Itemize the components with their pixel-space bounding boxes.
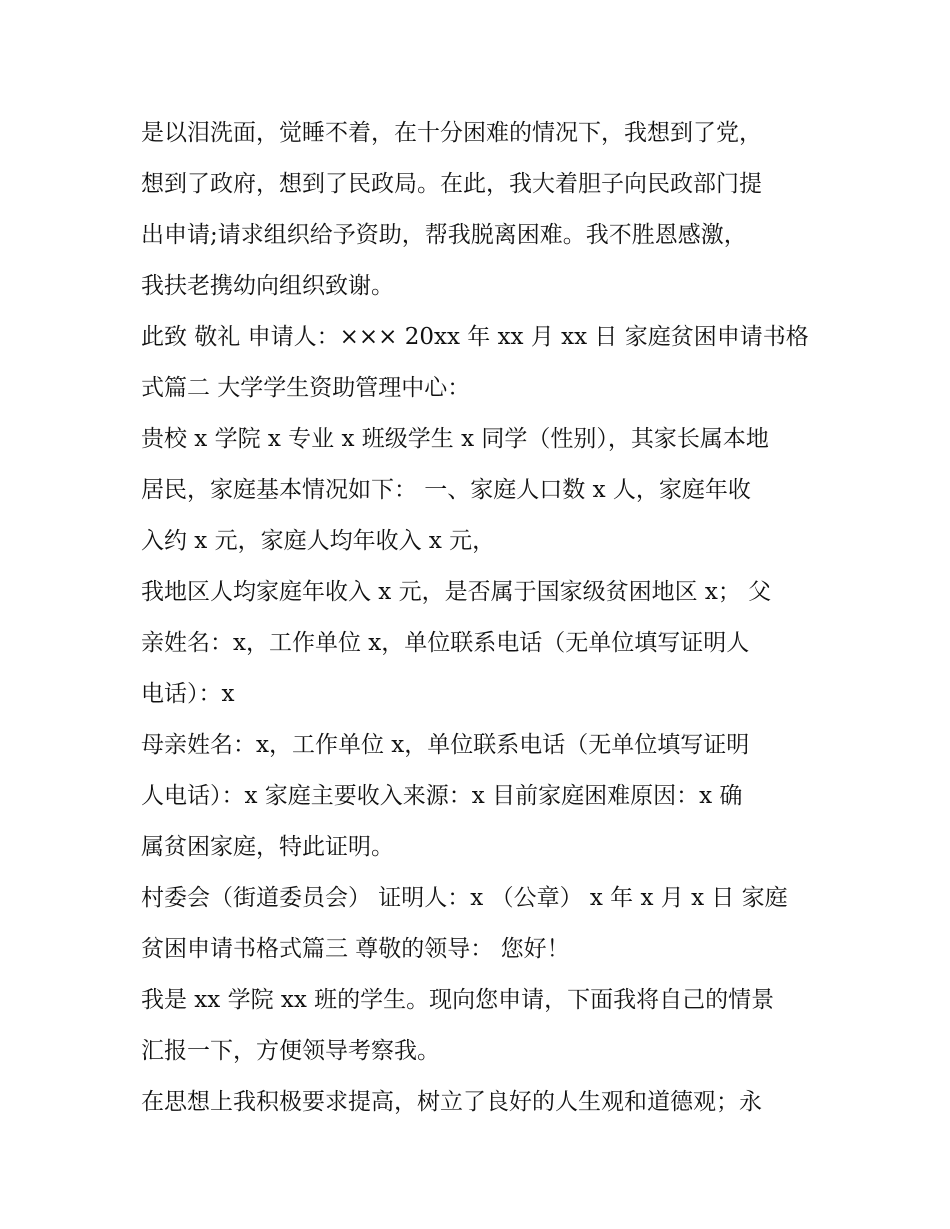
- text-line: 此致 敬礼 申请人：××× 20xx 年 xx 月 xx 日 家庭贫困申请书格: [141, 324, 809, 350]
- text-line: 出申请;请求组织给予资助，帮我脱离困难。我不胜恩感激，: [141, 222, 747, 248]
- text-line: 是以泪洗面，觉睡不着，在十分困难的情况下，我想到了党，: [141, 120, 762, 146]
- text-line: 人电话）：x 家庭主要收入来源：x 目前家庭困难原因：x 确: [141, 783, 743, 809]
- text-line: 汇报一下，方便领导考察我。: [141, 1038, 440, 1064]
- text-line: 居民，家庭基本情况如下： 一、家庭人口数 x 人，家庭年收: [141, 477, 751, 503]
- text-line: 电话）：x: [141, 681, 235, 707]
- text-line: 母亲姓名：x，工作单位 x，单位联系电话（无单位填写证明: [141, 732, 750, 758]
- text-line: 入约 x 元，家庭人均年收入 x 元，: [141, 528, 496, 554]
- text-line: 我地区人均家庭年收入 x 元，是否属于国家级贫困地区 x； 父: [141, 579, 772, 605]
- text-line: 想到了政府，想到了民政局。在此，我大着胆子向民政部门提: [141, 171, 762, 197]
- text-line: 属贫困家庭，特此证明。: [141, 834, 394, 860]
- text-line: 贵校 x 学院 x 专业 x 班级学生 x 同学（性别），其家长属本地: [141, 426, 769, 452]
- text-line: 我扶老携幼向组织致谢。: [141, 273, 394, 299]
- text-line: 我是 xx 学院 xx 班的学生。现向您申请，下面我将自己的情景: [141, 987, 775, 1013]
- text-line: 式篇二 大学学生资助管理中心：: [141, 375, 471, 401]
- text-line: 村委会（街道委员会） 证明人：x （公章） x 年 x 月 x 日 家庭: [141, 885, 788, 911]
- text-line: 在思想上我积极要求提高，树立了良好的人生观和道德观；永: [141, 1089, 762, 1115]
- text-line: 贫困申请书格式篇三 尊敬的领导： 您好！: [141, 936, 570, 962]
- text-line: 亲姓名：x，工作单位 x，单位联系电话（无单位填写证明人: [141, 630, 750, 656]
- document-body: [141, 108, 821, 1128]
